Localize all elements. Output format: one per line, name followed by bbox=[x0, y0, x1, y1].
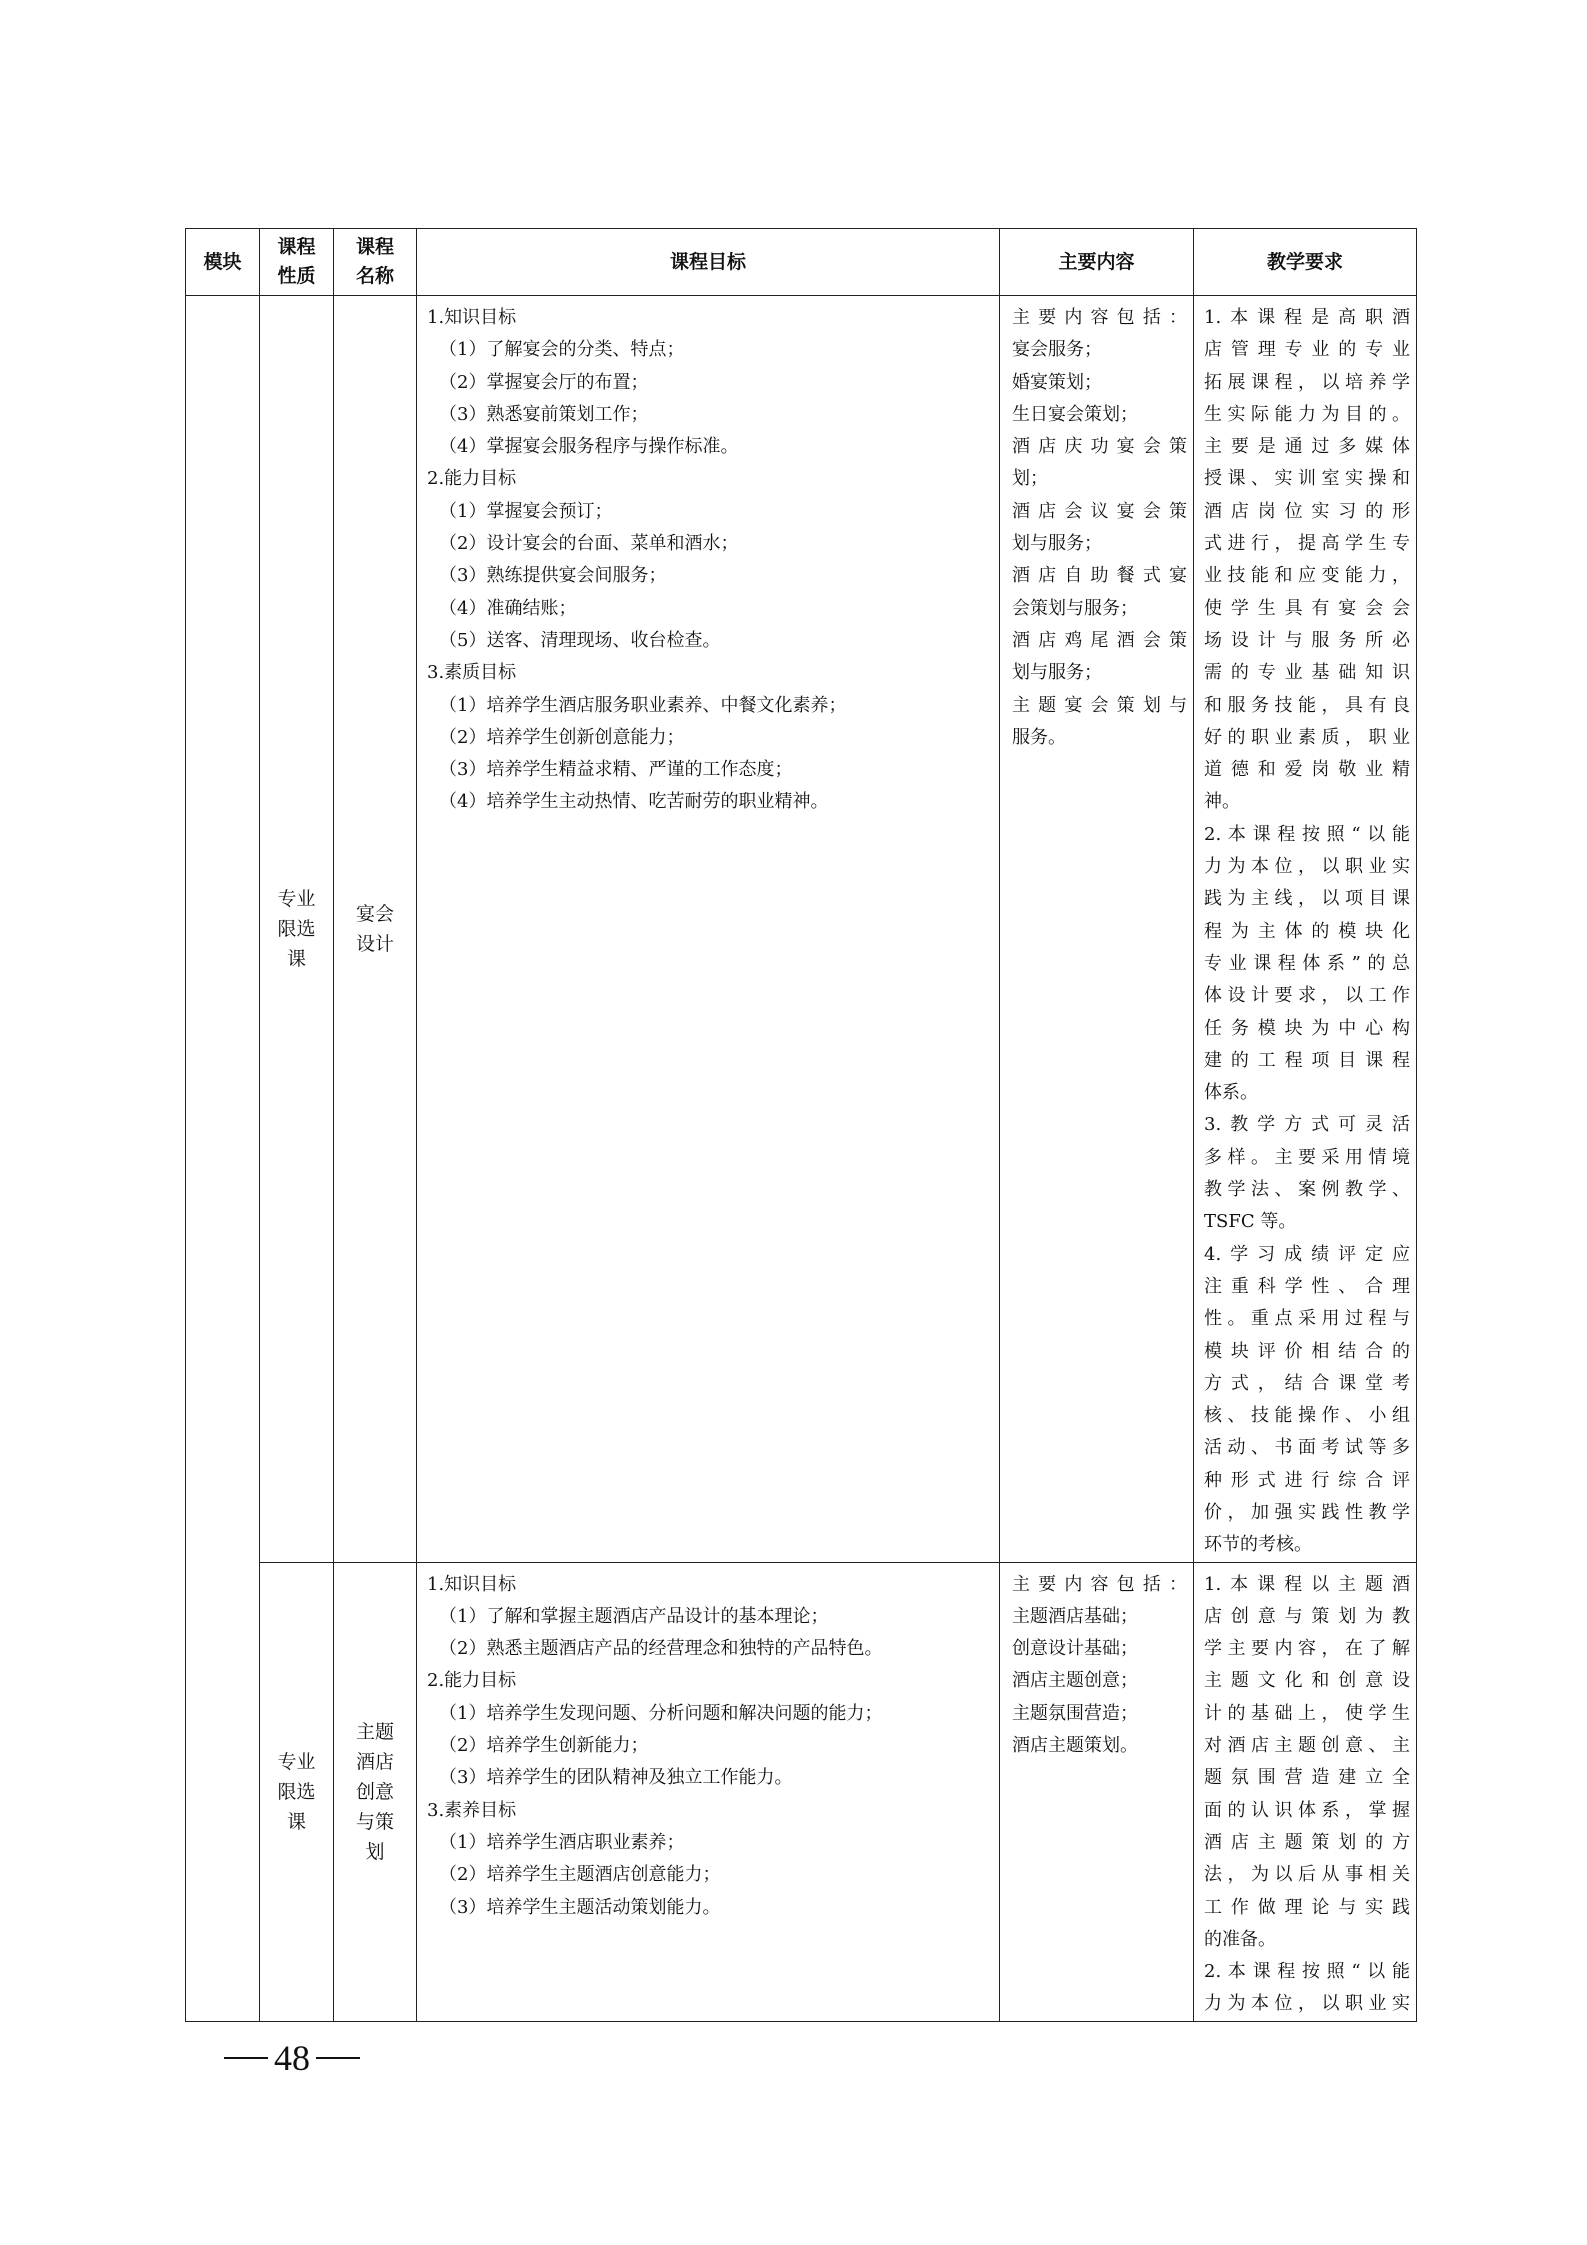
table-row bbox=[186, 1562, 1417, 2021]
course-nature-cell: 专业 限选 课 bbox=[260, 296, 334, 1563]
course-contents-cell: 主要内容包括： 主题酒店基础； 创意设计基础； 酒店主题创意； 主题氛围营造； 酒店主题策划。 bbox=[1000, 1562, 1194, 2021]
course-nature-cell: 专业 限选 课 bbox=[260, 1562, 334, 2021]
table-header-row bbox=[186, 229, 1417, 296]
module-cell bbox=[186, 296, 260, 2022]
course-name-cell: 宴会 设计 bbox=[334, 296, 417, 1563]
teaching-requirements-cell: 1.本课程以主题酒 店创意与策划为教 学主要内容，在了解 主题文化和创意设 计的基础上，使学生 对酒店主题创意、主 题氛围营造建立全 面的认识体系，掌握 酒店主题策划的方 法，为以后从事相关 工作做理论与实践 的准备。 2.本课程按照“以能 力为本位，以职业实 bbox=[1194, 1562, 1417, 2021]
header-contents: 主要内容 bbox=[1000, 229, 1194, 296]
header-goals: 课程目标 bbox=[417, 229, 1000, 296]
header-name: 课程 名称 bbox=[334, 229, 417, 296]
page-number-dash-left bbox=[224, 2057, 268, 2059]
course-table bbox=[185, 228, 1417, 2022]
page-number-dash-right bbox=[316, 2057, 360, 2059]
page-number bbox=[218, 2037, 366, 2079]
page-number-value: 48 bbox=[274, 2038, 310, 2078]
header-module: 模块 bbox=[186, 229, 260, 296]
course-table-sheet bbox=[185, 228, 1416, 2022]
header-nature: 课程 性质 bbox=[260, 229, 334, 296]
table-row bbox=[186, 296, 1417, 1563]
course-goals-cell: 1.知识目标 （1）了解和掌握主题酒店产品设计的基本理论； （2）熟悉主题酒店产品的经营理念和独特的产品特色。 2.能力目标 （1）培养学生发现问题、分析问题和解决问题的能力； （2）培养学生创新能力； （3）培养学生的团队精神及独立工作能力。 3.素养目标 （1）培养学生酒店职业素养； （2）培养学生主题酒店创意能力； （3）培养学生主题活动策划能力。 bbox=[417, 1562, 1000, 2021]
header-requirements: 教学要求 bbox=[1194, 229, 1417, 296]
course-goals-cell: 1.知识目标 （1）了解宴会的分类、特点； （2）掌握宴会厅的布置； （3）熟悉宴前策划工作； （4）掌握宴会服务程序与操作标准。 2.能力目标 （1）掌握宴会预订； （2）设计宴会的台面、菜单和酒水； （3）熟练提供宴会间服务； （4）准确结账； （5）送客、清理现场、收台检查。 3.素质目标 （1）培养学生酒店服务职业素养、中餐文化素养； （2）培养学生创新创意能力； （3）培养学生精益求精、严谨的工作态度； （4）培养学生主动热情、吃苦耐劳的职业精神。 bbox=[417, 296, 1000, 1563]
course-contents-cell: 主要内容包括： 宴会服务； 婚宴策划； 生日宴会策划； 酒店庆功宴会策 划； 酒店会议宴会策 划与服务； 酒店自助餐式宴 会策划与服务； 酒店鸡尾酒会策 划与服务； 主题宴会策划与 服务。 bbox=[1000, 296, 1194, 1563]
course-name-cell: 主题 酒店 创意 与策 划 bbox=[334, 1562, 417, 2021]
teaching-requirements-cell: 1.本课程是高职酒 店管理专业的专业 拓展课程，以培养学 生实际能力为目的。 主要是通过多媒体 授课、实训室实操和 酒店岗位实习的形 式进行，提高学生专 业技能和应变能力， 使学生具有宴会会 场设计与服务所必 需的专业基础知识 和服务技能，具有良 好的职业素质，职业 道德和爱岗敬业精 神。 2.本课程按照“以能 力为本位，以职业实 践为主线，以项目课 程为主体的模块化 专业课程体系”的总 体设计要求，以工作 任务模块为中心构 建的工程项目课程 体系。 3.教学方式可灵活 多样。主要采用情境 教学法、案例教学、 TSFC 等。 4.学习成绩评定应 注重科学性、合理 性。重点采用过程与 模块评价相结合的 方式，结合课堂考 核、技能操作、小组 活动、书面考试等多 种形式进行综合评 价，加强实践性教学 环节的考核。 bbox=[1194, 296, 1417, 1563]
